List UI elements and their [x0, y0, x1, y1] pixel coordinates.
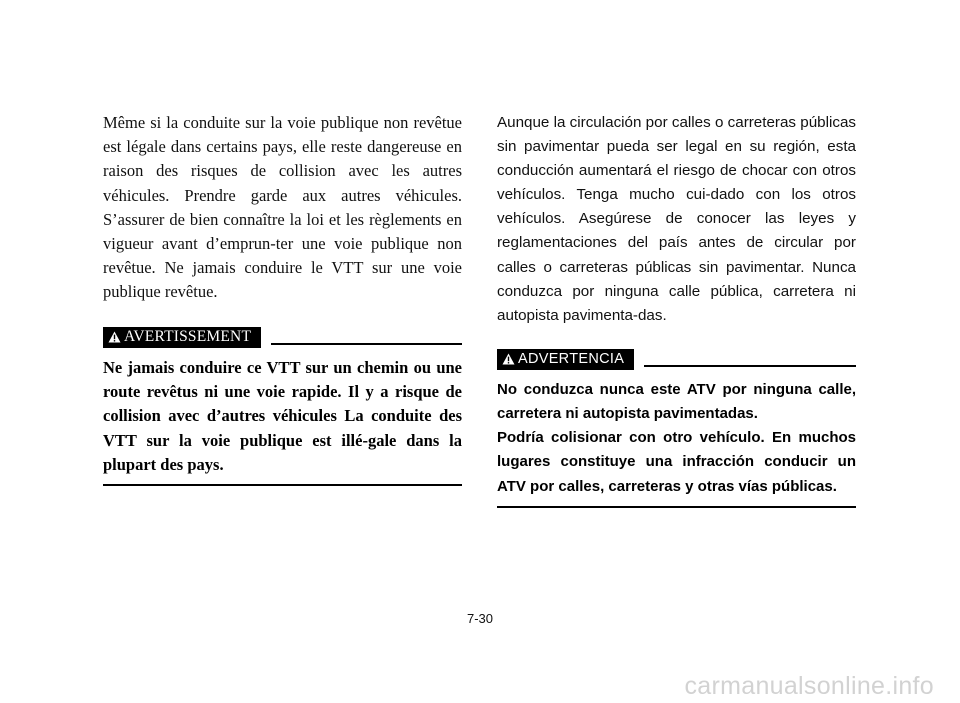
- spanish-column: [497, 111, 856, 508]
- french-paragraph: Même si la conduite sur la voie publique non revêtue est légale dans certains pays, elle reste dangereuse en raison des risques de collision avec les autres véhicules. Prendre garde aux autres véhicules. S’assurer de bien connaître la loi et les règlements en vigueur avant d’emprun-ter une voie publique non revêtue. Ne jamais conduire le VTT sur une voie publique revêtue.: [103, 113, 462, 302]
- french-warning-end-rule: [103, 484, 462, 486]
- french-warning-text: Ne jamais conduire ce VTT sur un chemin ou une route revêtus ni une voie rapide. Il y a risque de collision avec d’autres véhicules La conduite des VTT sur la voie publique est illé-gale dans la plupart des pays.: [103, 357, 462, 474]
- warning-triangle-icon: [108, 331, 121, 343]
- page-number: 7-30: [466, 611, 494, 626]
- french-warning-header: [103, 327, 462, 348]
- spanish-warning-header: [497, 349, 856, 370]
- french-column: [103, 111, 462, 486]
- spanish-warning-line-1: No conduzca nunca este ATV por ninguna calle, carretera ni autopista pavimentadas.: [497, 380, 856, 423]
- french-warning-badge: [103, 327, 261, 348]
- french-warning-label: AVERTISSEMENT: [124, 328, 252, 346]
- spanish-warning-end-rule: [497, 506, 856, 508]
- french-warning-rule: [271, 343, 462, 345]
- watermark: carmanualsonline.info: [684, 672, 934, 700]
- spanish-warning-line-2: Podría colisionar con otro vehículo. En muchos lugares constituye una infracción conducir un ATV por calles, carreteras y otras vías públicas.: [497, 429, 856, 495]
- warning-triangle-icon: [502, 353, 515, 365]
- spanish-warning-badge: [497, 349, 634, 370]
- spanish-warning-label: ADVERTENCIA: [518, 351, 625, 368]
- spanish-warning-rule: [644, 365, 856, 367]
- spanish-paragraph: Aunque la circulación por calles o carreteras públicas sin pavimentar pueda ser legal en su región, esta conducción aumentará el riesgo de chocar con otros vehículos. Tenga mucho cui-dado con los otros vehículos. Asegúrese de conocer las leyes y reglamentaciones del país antes de circular por calles o carreteras públicas sin pavimentar. Nunca conduzca por ninguna calle pública, carretera ni autopista pavimenta-das.: [497, 114, 856, 324]
